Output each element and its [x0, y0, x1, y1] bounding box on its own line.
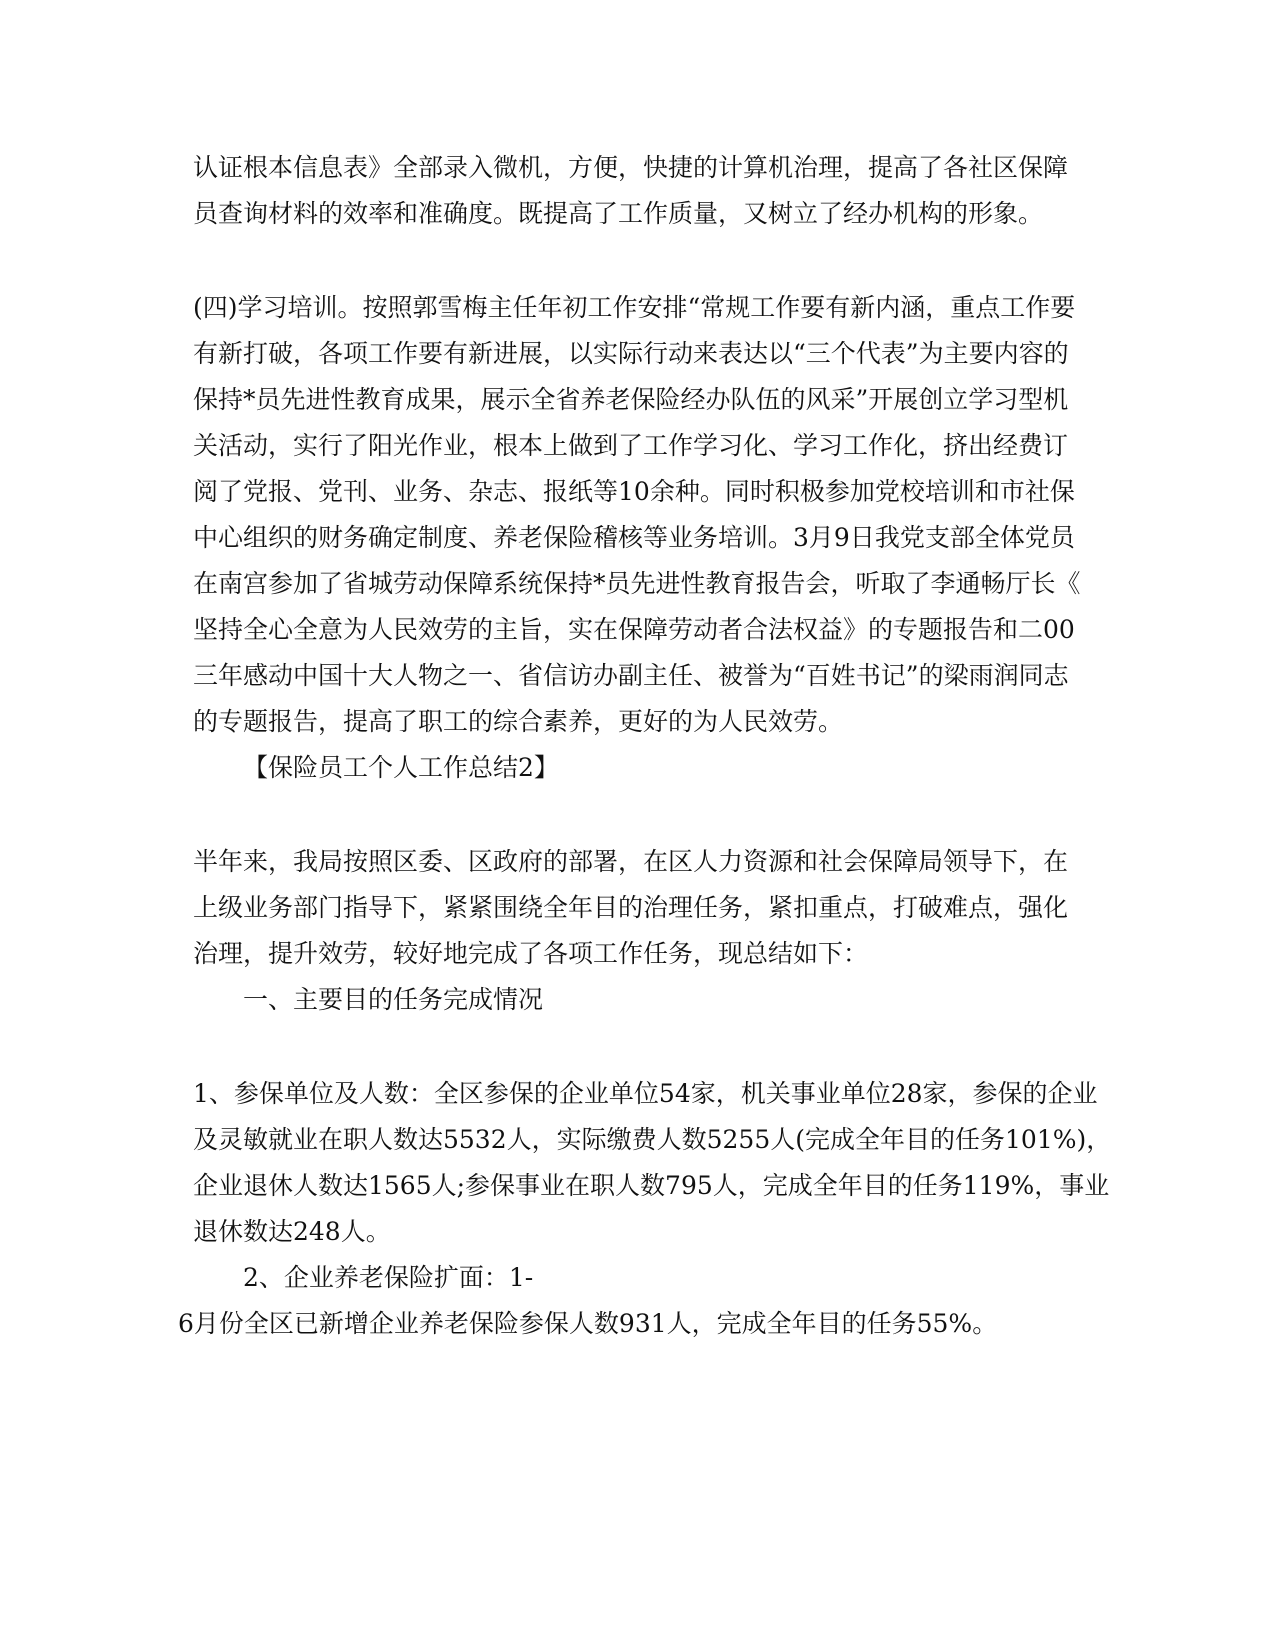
- paragraph-line: 1、参保单位及人数：全区参保的企业单位54家，机关事业单位28家，参保的企业: [193, 1079, 1098, 1108]
- paragraph-line: 在南宫参加了省城劳动保障系统保持*员先进性教育报告会，听取了李通畅厅长《: [193, 569, 1081, 598]
- paragraph-line: (四)学习培训。按照郭雪梅主任年初工作安排“常规工作要有新内涵，重点工作要: [193, 293, 1076, 322]
- paragraph-line: 认证根本信息表》全部录入微机，方便，快捷的计算机治理，提高了各社区保障: [193, 153, 1069, 182]
- paragraph-line: 6月份全区已新增企业养老保险参保人数931人，完成全年目的任务55%。: [178, 1309, 998, 1338]
- paragraph-line: 上级业务部门指导下，紧紧围绕全年目的治理任务，紧扣重点，打破难点，强化: [193, 893, 1069, 922]
- section-heading: 一、主要目的任务完成情况: [243, 985, 544, 1014]
- paragraph-line: 有新打破，各项工作要有新进展，以实际行动来表达以“三个代表”为主要内容的: [193, 339, 1069, 368]
- paragraph-line: 及灵敏就业在职人数达5532人，实际缴费人数5255人(完成全年目的任务101%)，: [193, 1125, 1112, 1154]
- paragraph-line: 企业退休人数达1565人;参保事业在职人数795人，完成全年目的任务119%，事业: [193, 1171, 1110, 1200]
- paragraph-line: 阅了党报、党刊、业务、杂志、报纸等10余种。同时积极参加党校培训和市社保: [193, 477, 1075, 506]
- paragraph-line: 治理，提升效劳，较好地完成了各项工作任务，现总结如下：: [193, 939, 869, 968]
- paragraph-line: 坚持全心全意为人民效劳的主旨，实在保障劳动者合法权益》的专题报告和二00: [193, 615, 1075, 644]
- paragraph-line: 三年感动中国十大人物之一、省信访办副主任、被誉为“百姓书记”的梁雨润同志: [193, 661, 1069, 690]
- list-item-heading: 2、企业养老保险扩面：1-: [243, 1263, 534, 1292]
- paragraph-line: 员查询材料的效率和准确度。既提高了工作质量，又树立了经办机构的形象。: [193, 199, 1044, 228]
- paragraph-line: 保持*员先进性教育成果，展示全省养老保险经办队伍的风采”开展创立学习型机: [193, 385, 1069, 414]
- paragraph-line: 关活动，实行了阳光作业，根本上做到了工作学习化、学习工作化，挤出经费订: [193, 431, 1069, 460]
- section-heading: 【保险员工个人工作总结2】: [243, 753, 559, 782]
- paragraph-line: 的专题报告，提高了职工的综合素养，更好的为人民效劳。: [193, 707, 844, 736]
- paragraph-line: 退休数达248人。: [193, 1217, 391, 1246]
- paragraph-line: 中心组织的财务确定制度、养老保险稽核等业务培训。3月9日我党支部全体党员: [193, 523, 1075, 552]
- paragraph-line: 半年来，我局按照区委、区政府的部署，在区人力资源和社会保障局领导下，在: [193, 847, 1069, 876]
